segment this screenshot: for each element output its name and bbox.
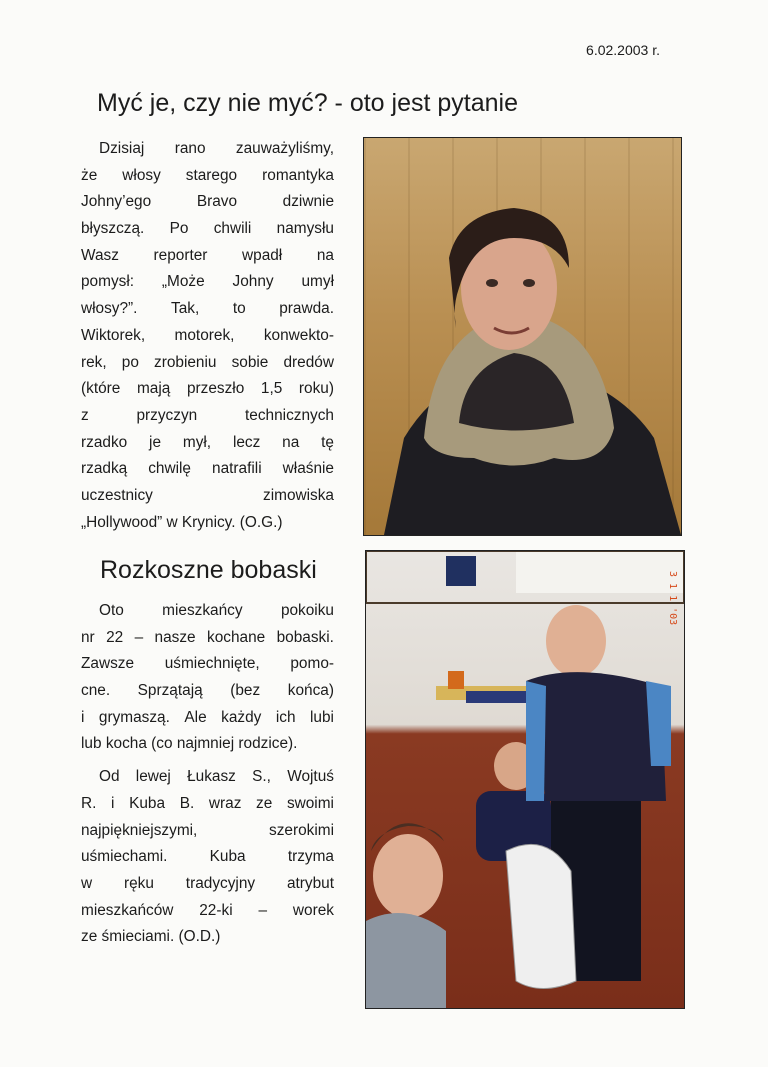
text-line: Wiktorek, motorek, konwekto- [81,326,334,344]
photo2-illustration [366,551,684,1008]
text-line: lub kocha (co najmniej rodzice). [81,735,298,753]
article1-body [81,136,334,536]
article1-title: Myć je, czy nie myć? - oto jest pytanie [97,89,518,117]
text-line: z przyczyn technicznych [81,406,334,424]
photo1-illustration [364,138,681,535]
text-line: pomysł: „Może Johny umył [81,273,334,291]
text-line: mieszkańców 22-ki – worek [81,901,334,919]
text-line: Oto mieszkańcy pokoiku [99,602,334,619]
photo-boys-room-22 [365,550,685,1009]
text-line: rek, po zrobieniu sobie dredów [81,353,334,371]
text-line: rzadką chwilę natrafili właśnie [81,460,334,478]
article2-body [81,598,334,951]
text-line: Dzisiaj rano zauważyliśmy, [99,140,334,157]
text-line: w ręku tradycyjny atrybut [81,874,334,892]
text-line: uśmiechami. Kuba trzyma [81,848,334,866]
text-line: Wasz reporter wpadł na [81,246,334,264]
text-line: uczestnicy zimowiska [81,486,334,504]
text-line: Zawsze uśmiechnięte, pomo- [81,655,334,673]
text-line: włosy?”. Tak, to prawda. [81,300,334,318]
photo-date-stamp: 3 1 1 '03 [667,571,678,626]
text-line: „Hollywood” w Krynicy. (O.G.) [81,513,283,531]
photo-young-man-parka [363,137,682,536]
text-line: nr 22 – nasze kochane bobaski. [81,628,334,646]
text-line: Od lewej Łukasz S., Wojtuś [99,768,334,786]
text-line: cne. Sprzątają (bez końca) [81,682,334,700]
issue-date: 6.02.2003 r. [586,42,660,58]
text-line: i grymaszą. Ale każdy ich lubi [81,708,334,726]
text-line: R. i Kuba B. wraz ze swoimi [81,794,334,812]
text-line: Johny’ego Bravo dziwnie [81,193,334,211]
text-line: najpiękniejszymi, szerokimi [81,821,334,839]
article2-title: Rozkoszne bobaski [100,556,317,584]
text-line: ze śmieciami. (O.D.) [81,928,221,946]
text-line: błyszczą. Po chwili namysłu [81,220,334,238]
text-line: rzadko je mył, lecz na tę [81,433,334,451]
text-line: (które mają przeszło 1,5 roku) [81,380,334,398]
text-line: że włosy starego romantyka [81,166,334,184]
